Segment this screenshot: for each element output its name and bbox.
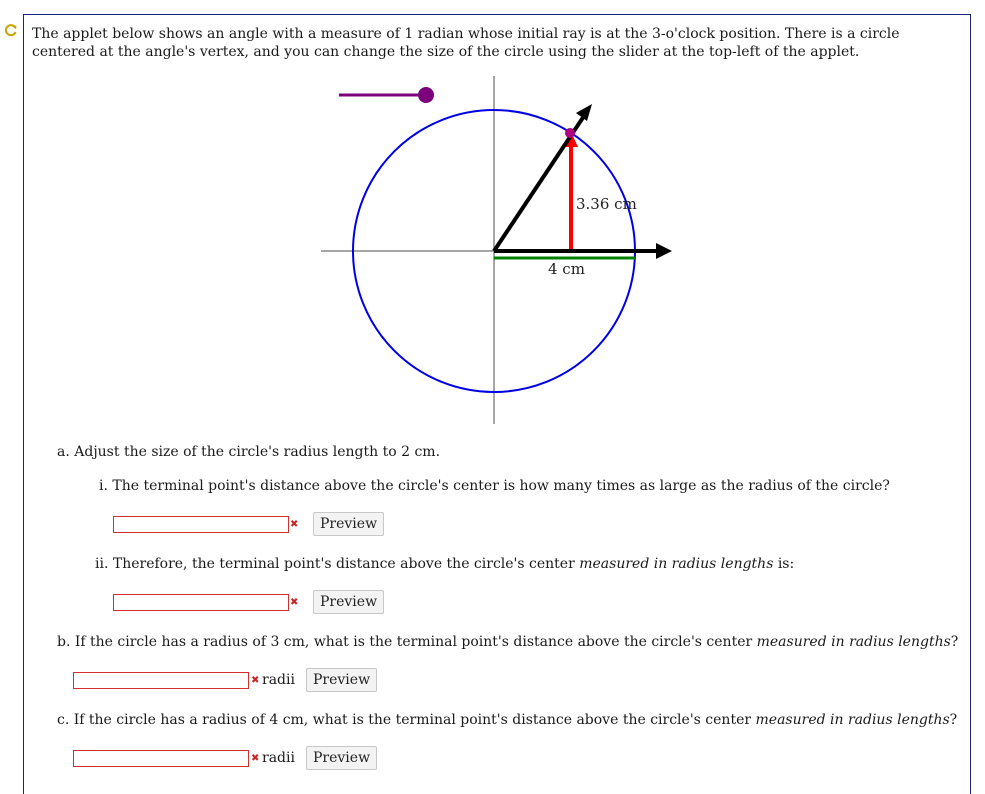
radius-label: 4 cm bbox=[548, 260, 585, 278]
slider-handle[interactable] bbox=[418, 87, 434, 103]
unit-label-c: radii bbox=[262, 750, 295, 766]
problem-intro: The applet below shows an angle with a measure of 1 radian whose initial ray is at the 3-o'clock position. There is a circle centered at the angle's vertex, and you can change the size of the circle using the slider at the top-left of the applet. bbox=[32, 26, 900, 60]
incorrect-icon: ✖ bbox=[290, 519, 299, 530]
question-b-emphasis: measured in radius lengths bbox=[756, 634, 951, 650]
answer-input-c[interactable] bbox=[73, 750, 249, 767]
incorrect-icon: ✖ bbox=[251, 753, 260, 764]
question-a-ii-emphasis: measured in radius lengths bbox=[579, 556, 774, 572]
answer-input-a-i[interactable] bbox=[113, 516, 289, 533]
question-b-end: ? bbox=[950, 634, 959, 650]
question-a-ii bbox=[95, 556, 794, 572]
preview-button-a-ii[interactable]: Preview bbox=[313, 590, 384, 614]
height-label: 3.36 cm bbox=[576, 195, 637, 213]
preview-button-c[interactable]: Preview bbox=[306, 746, 377, 770]
question-c-emphasis: measured in radius lengths bbox=[755, 712, 950, 728]
answer-input-a-ii[interactable] bbox=[113, 594, 289, 611]
refresh-icon[interactable] bbox=[4, 23, 18, 37]
geogebra-applet bbox=[306, 66, 686, 431]
question-a-i: i. The terminal point's distance above the circle's center is how many times as large as the radius of the circle? bbox=[99, 478, 890, 494]
question-b-text: b. If the circle has a radius of 3 cm, what is the terminal point's distance above the circle's center bbox=[57, 634, 757, 650]
unit-label-b: radii bbox=[262, 672, 295, 688]
question-c-text: c. If the circle has a radius of 4 cm, what is the terminal point's distance above the circle's center bbox=[57, 712, 756, 728]
initial-ray-arrowhead bbox=[656, 243, 672, 259]
question-c bbox=[57, 712, 957, 728]
terminal-point bbox=[565, 128, 575, 138]
question-c-end: ? bbox=[949, 712, 958, 728]
preview-button-a-i[interactable]: Preview bbox=[313, 512, 384, 536]
question-b bbox=[57, 634, 958, 650]
preview-button-b[interactable]: Preview bbox=[306, 668, 377, 692]
incorrect-icon: ✖ bbox=[290, 597, 299, 608]
question-a-ii-text: ii. Therefore, the terminal point's distance above the circle's center bbox=[95, 556, 580, 572]
terminal-ray-arrowhead bbox=[576, 104, 592, 121]
question-a: a. Adjust the size of the circle's radius length to 2 cm. bbox=[57, 444, 441, 460]
incorrect-icon: ✖ bbox=[251, 675, 260, 686]
question-a-ii-end: is: bbox=[773, 556, 795, 572]
answer-input-b[interactable] bbox=[73, 672, 249, 689]
